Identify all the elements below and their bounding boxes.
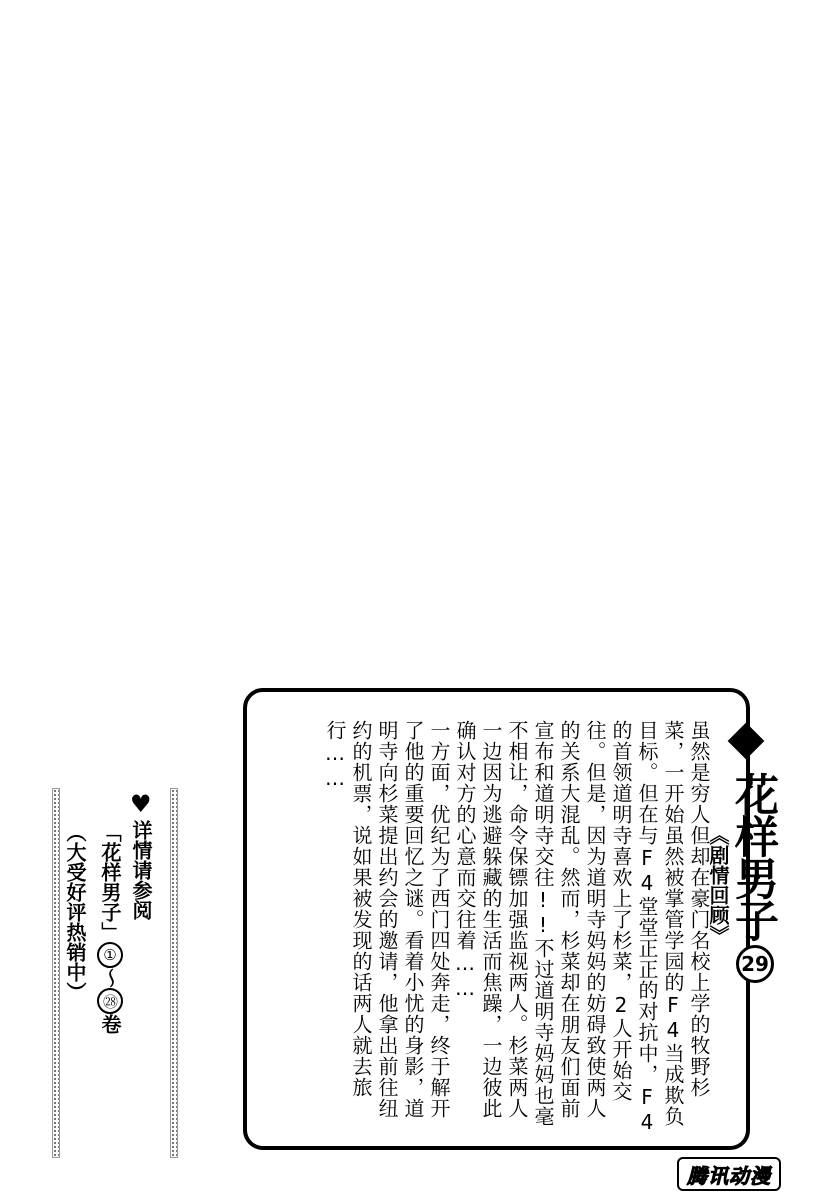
- note-line-3: （大受好评热销中）: [63, 822, 87, 1002]
- heart-icon: ♥: [130, 790, 152, 818]
- watermark-logo: 腾讯动漫: [677, 1157, 781, 1191]
- recap-body: [322, 720, 712, 1135]
- recap-paragraph-2: 一方面，优纪为了西门四处奔走，终于解开了他的重要回忆之谜。看着小忧的身影，道明寺向杉菜提出约会的邀请，他拿出前往纽约的机票，说如果被发现的话两人就去旅行……: [323, 720, 451, 1119]
- note-line-1: 详情请参阅: [129, 820, 153, 920]
- recap-paragraph-1: 虽然是穷人但却在豪门名校上学的牧野杉菜，一开始虽然被掌管学园的F4当成欺负目标。但在与F4堂堂正正的对抗中，F4的首领道明寺喜欢上了杉菜，2人开始交往。但是，因为道明寺妈妈的妨碍致使两人的关系大混乱。然而，杉菜却在朋友们面前宣布和道明寺交往!!不过道明寺妈妈也毫不相让，命令保镖加强监视两人。杉菜两人一边因为逃避躲藏的生活而焦躁，一边彼此确认对方的心意而交往着……: [453, 720, 711, 1135]
- note-left-bar: [52, 788, 60, 1158]
- note-line-2: [97, 822, 123, 1034]
- series-title: 花样男子: [727, 772, 778, 940]
- volume-number: 29: [736, 945, 774, 983]
- note-volume-suffix: 卷: [98, 1014, 122, 1034]
- note-volume-to: ㉘: [97, 988, 123, 1014]
- note-right-bar: [170, 788, 178, 1158]
- note-volume-from: ①: [97, 942, 123, 968]
- note-series-title: 「花样男子」: [98, 822, 122, 942]
- note-tilde: ～: [98, 968, 122, 988]
- recap-label: 《剧情回顾》: [706, 825, 730, 945]
